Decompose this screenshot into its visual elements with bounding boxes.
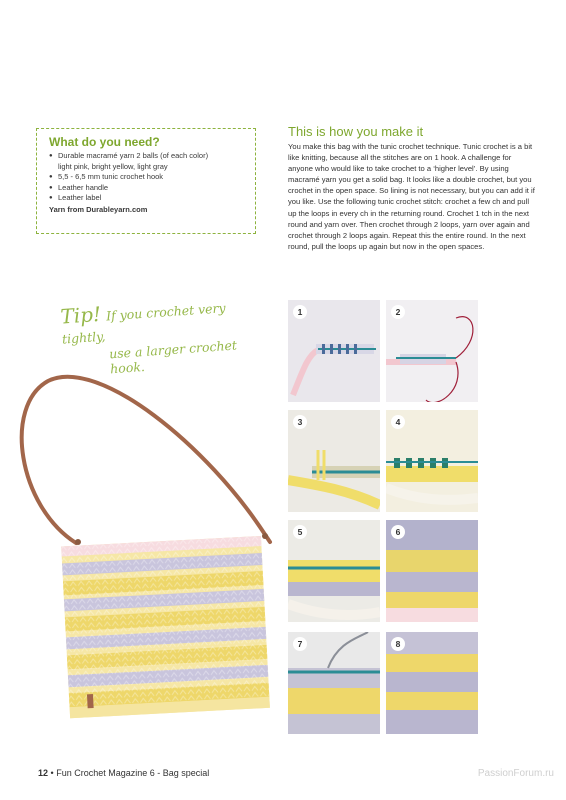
materials-item: ● Durable macramé yarn 2 balls (of each color) <box>49 151 255 162</box>
step-number: 8 <box>391 637 405 651</box>
step-number: 2 <box>391 305 405 319</box>
step-number: 3 <box>293 415 307 429</box>
instructions-title: This is how you make it <box>288 124 424 139</box>
footer-separator: • <box>50 768 54 778</box>
step-photo-2 <box>386 300 478 402</box>
materials-list <box>49 151 255 204</box>
materials-item: ● Leather label <box>49 193 255 204</box>
step-number: 1 <box>293 305 307 319</box>
step-number: 5 <box>293 525 307 539</box>
bag-photo <box>8 336 278 736</box>
step-number: 6 <box>391 525 405 539</box>
step-photo-7 <box>288 632 380 734</box>
materials-item-colors: light pink, bright yellow, light gray <box>58 161 168 171</box>
step-number: 4 <box>391 415 405 429</box>
step-photo-8 <box>386 632 478 734</box>
step-photo-4 <box>386 410 478 512</box>
tip-line-2: use a larger crochet hook. <box>108 337 238 377</box>
materials-item: ● 5,5 - 6,5 mm tunic crochet hook <box>49 172 255 183</box>
step-photo-5 <box>288 520 380 622</box>
step-number: 7 <box>293 637 307 651</box>
page-footer <box>38 768 209 778</box>
instructions-section <box>288 124 538 252</box>
tip-label: Tip! <box>59 301 102 329</box>
footer-title: Fun Crochet Magazine 6 - Bag special <box>56 768 210 778</box>
step-photo-6 <box>386 520 478 622</box>
materials-title: What do you need? <box>49 135 160 149</box>
materials-item: ● Leather handle <box>49 183 255 194</box>
step-photo-3 <box>288 410 380 512</box>
page-number: 12 <box>38 768 49 778</box>
tip-line-1: If you crochet very tightly, <box>61 300 227 347</box>
watermark: PassionForum.ru <box>477 768 554 779</box>
instructions-body: You make this bag with the tunic crochet technique. Tunic crochet is a bit like knitting, because all the stitches are on 1 hook. A challenge for anyone who would like to take crochet to a ‘higher level’. By using macramé yarn you get a solid bag. It looks like a double crochet, but you crochet in the open space. So lining is not necessary, but you can add it if you like. Use the following tunic crochet stitch: crochet a few ch and pull up the loops in every ch in the returning round. Crochet 1 tch in the next round and yarn over. Then crochet through 2 loops, yarn over again and crochet through 2 loops again. Repeat this the entire round. In the next round, pull the loops up again but now in the open spaces. <box>288 142 535 251</box>
materials-box <box>36 128 256 234</box>
step-photo-1 <box>288 300 380 402</box>
yarn-credit: Yarn from Durableyarn.com <box>49 204 148 214</box>
